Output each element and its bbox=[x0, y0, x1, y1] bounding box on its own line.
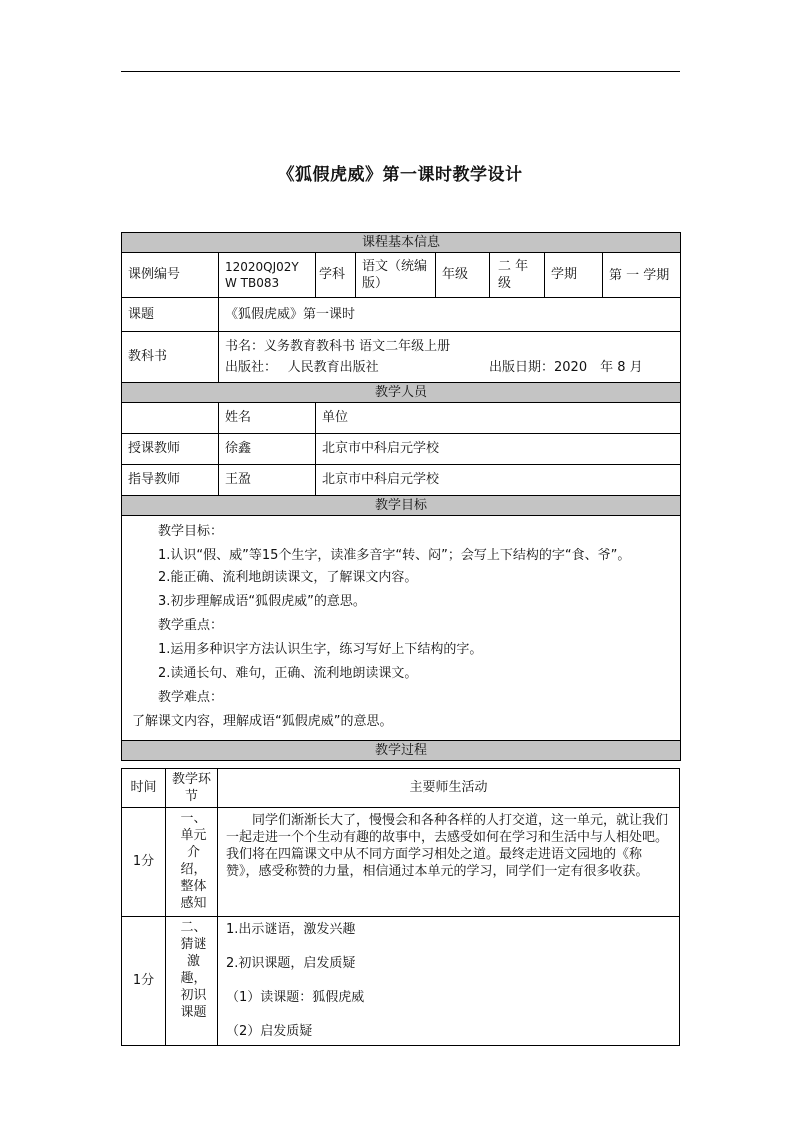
case-no-label: 课例编号 bbox=[122, 253, 219, 298]
key-points-title: 教学重点： bbox=[158, 618, 224, 633]
textbook-label: 教科书 bbox=[122, 332, 219, 383]
section-header-basic: 课程基本信息 bbox=[122, 233, 681, 253]
process-row-2-stage: 二、猜谜激趣，初识课题 bbox=[166, 917, 218, 1046]
teacher-name: 徐鑫 bbox=[219, 434, 316, 465]
goal-3: 3.初步理解成语“狐假虎威”的意思。 bbox=[158, 594, 366, 609]
teacher-unit: 北京市中科启元学校 bbox=[316, 434, 681, 465]
process-col-activity: 主要师生活动 bbox=[218, 769, 680, 808]
publisher-line bbox=[225, 357, 674, 378]
process-row-1-stage: 一、单元介绍，整体感知 bbox=[166, 808, 218, 917]
process-table bbox=[121, 768, 680, 1046]
section-header-staff: 教学人员 bbox=[122, 383, 681, 403]
term-label: 学期 bbox=[545, 253, 603, 298]
textbook-info bbox=[219, 332, 681, 383]
key-point-1: 1.运用多种识字方法认识生字，练习写好上下结构的字。 bbox=[158, 642, 483, 657]
process-row-1-text: 同学们渐渐长大了，慢慢会和各种各样的人打交道，这一单元，就让我们一起走进一个个生动有趣的故事中，去感受如何在学习和生活中与人相处吧。我们将在四篇课文中从不同方面学习相处之道。最终走进语文园地的《称赞》，感受称赞的力量，相信通过本单元的学习，同学们一定有很多收获。 bbox=[226, 813, 669, 879]
process-row-2-item-4: （2）启发质疑 bbox=[226, 1024, 313, 1039]
process-row-2-time: 1分 bbox=[122, 917, 166, 1046]
process-row-1-activity bbox=[218, 808, 680, 917]
staff-col-name: 姓名 bbox=[219, 403, 316, 434]
objectives-body bbox=[122, 516, 681, 741]
subject-value: 语文（统编版） bbox=[356, 253, 436, 298]
section-header-objectives: 教学目标 bbox=[122, 496, 681, 516]
header-rule bbox=[121, 71, 680, 72]
staff-blank bbox=[122, 403, 219, 434]
process-row-2-activity bbox=[218, 917, 680, 1046]
lesson-plan-table bbox=[121, 232, 681, 761]
process-col-time: 时间 bbox=[122, 769, 166, 808]
goal-2: 2.能正确、流利地朗读课文，了解课文内容。 bbox=[158, 570, 418, 585]
difficulty-1: 了解课文内容，理解成语“狐假虎威”的意思。 bbox=[132, 714, 393, 729]
process-row-2-item-2: 2.初识课题，启发质疑 bbox=[226, 956, 356, 971]
teacher-label: 授课教师 bbox=[122, 434, 219, 465]
publisher: 出版社： 人民教育出版社 bbox=[225, 360, 379, 375]
process-row-2-item-3: （1）读课题：狐假虎威 bbox=[226, 990, 365, 1005]
difficulty-title: 教学难点： bbox=[158, 690, 224, 705]
process-row-1-time: 1分 bbox=[122, 808, 166, 917]
subject-label: 学科 bbox=[316, 253, 356, 298]
grade-label: 年级 bbox=[436, 253, 490, 298]
goals-title: 教学目标： bbox=[158, 524, 224, 539]
goal-1: 1.认识“假、威”等15个生字，读准多音字“转、闷”；会写上下结构的字“食、爷”。 bbox=[158, 548, 631, 563]
term-value: 第 一 学期 bbox=[603, 253, 681, 298]
topic-label: 课题 bbox=[122, 298, 219, 332]
topic-value: 《狐假虎威》第一课时 bbox=[219, 298, 681, 332]
document-title: 《狐假虎威》第一课时教学设计 bbox=[277, 165, 523, 185]
mentor-unit: 北京市中科启元学校 bbox=[316, 465, 681, 496]
publish-date: 出版日期：2020 年 8 月 bbox=[489, 360, 643, 375]
process-col-stage: 教学环节 bbox=[166, 769, 218, 808]
staff-col-unit: 单位 bbox=[316, 403, 681, 434]
book-name: 书名：义务教育教科书 语文二年级上册 bbox=[225, 339, 451, 354]
mentor-name: 王盈 bbox=[219, 465, 316, 496]
grade-value: 二 年级 bbox=[490, 253, 545, 298]
case-no-value: 12020QJ02YW TB083 bbox=[219, 253, 316, 298]
mentor-label: 指导教师 bbox=[122, 465, 219, 496]
process-row-2-item-1: 1.出示谜语，激发兴趣 bbox=[226, 922, 356, 937]
section-header-process: 教学过程 bbox=[122, 741, 681, 761]
key-point-2: 2.读通长句、难句，正确、流利地朗读课文。 bbox=[158, 666, 418, 681]
